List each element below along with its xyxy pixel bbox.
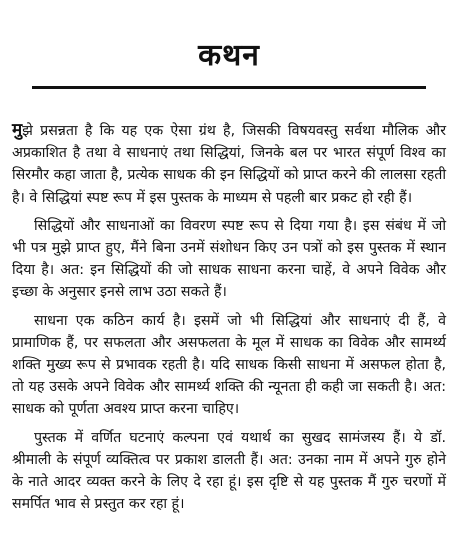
paragraph-3: साधना एक कठिन कार्य है। इसमें जो भी सिद्धियां और साधनाएं दी हैं, वे प्रामाणिक हैं, पर सफलता और असफलता के मूल में साधक का विवेक और सामर्थ्य शक्ति मुख्य रूप से प्रभावक रहती है। यदि साधक किसी साधना में असफल होता है, तो यह उसके अपने विवेक और सामर्थ्य शक्ति की न्यूनता ही कही जा सकती है। अत: साधक को पूर्णता अवश्य प्राप्त करना चाहिए। [12,312,446,418]
paragraph-1-lead: मु [12,120,23,140]
page-title: कथन [198,38,260,73]
title-underline [32,86,426,89]
body-text [12,119,446,515]
paragraph-2: सिद्धियों और साधनाओं का विवरण स्पष्ट रूप से दिया गया है। इस संबंध में जो भी पत्र मुझे प्राप्त हुए, मैंने बिना उनमें संशोधन किए उन पत्रों को इस पुस्तक में स्थान दिया है। अत: इन सिद्धियों की जो साधक साधना करना चाहें, वे अपने विवेक और इच्छा के अनुसार इनसे लाभ उठा सकते हैं। [12,217,446,301]
paragraph-1-text: झे प्रसन्नता है कि यह एक ऐसा ग्रंथ है, जिसकी विषयवस्तु सर्वथा मौलिक और अप्रकाशित है तथा वे साधनाएं तथा सिद्धियां, जिनके बल पर भारत संपूर्ण विश्व का सिरमौर कहा जाता है, प्रत्येक साधक की इन सिद्धियों को प्राप्त करने की लालसा रहती है। वे सिद्धियां स्पष्ट रूप में इस पुस्तक के माध्यम से पहली बार प्रकट हो रही हैं। [12,123,446,206]
paragraph-1 [12,119,446,209]
paragraph-4: पुस्तक में वर्णित घटनाएं कल्पना एवं यथार्थ का सुखद सामंजस्य हैं। ये डॉ. श्रीमाली के संपूर्ण व्यक्तित्व पर प्रकाश डालती हैं। अत: उनका नाम में अपने गुरु होने के नाते आदर व्यक्त करने के लिए दे रहा हूं। इस दृष्टि से यह पुस्तक मैं गुरु चरणों में समर्पित भाव से प्रस्तुत कर रहा हूं। [12,429,446,513]
